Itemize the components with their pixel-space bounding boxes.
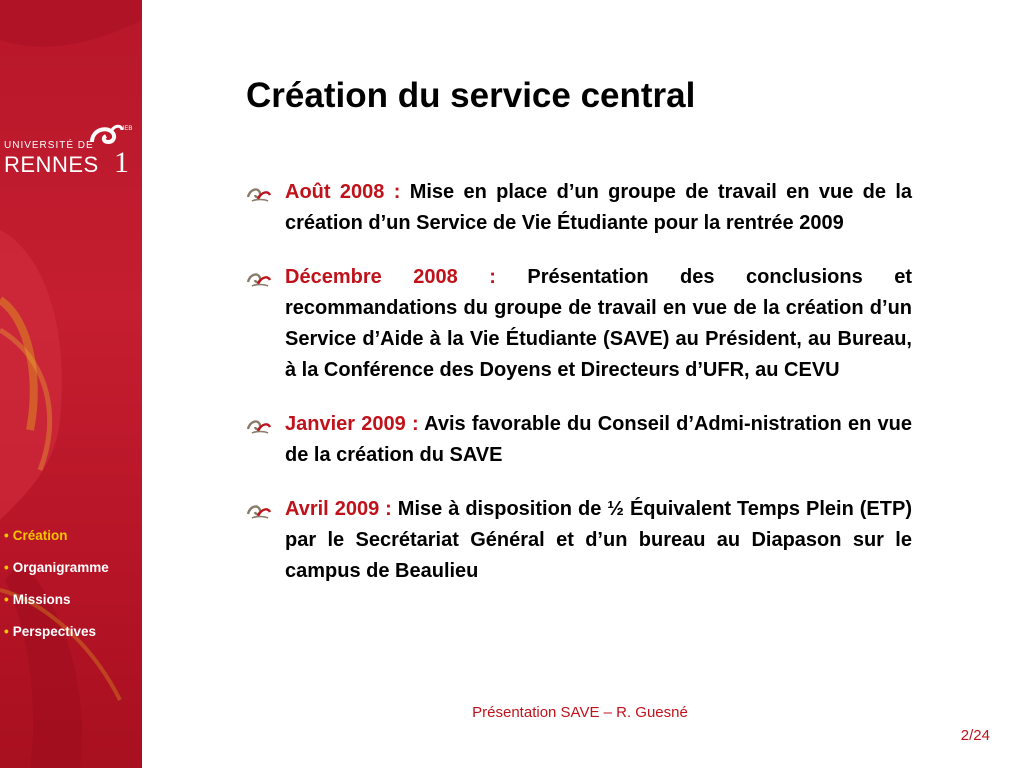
timeline-item <box>246 177 912 239</box>
item-text: Présentation des conclusions et recommandations du groupe de travail en vue de la création d’un Service d’Aide à la Vie Étudiante (SAVE) au Président, au Bureau, à la Conférence des Doyens et Directeurs d’UFR, au CEVU <box>285 266 912 381</box>
swirl-bullet-icon <box>246 415 272 435</box>
item-date: Août 2008 : <box>285 181 401 203</box>
timeline-item <box>246 409 912 471</box>
logo-university-text: UNIVERSITÉ DE <box>4 140 94 151</box>
swirl-bullet-icon <box>246 183 272 203</box>
nav-bullet-icon: • <box>4 528 9 543</box>
item-text: Mise en place d’un groupe de travail en vue de la création d’un Service de Vie Étudiante pour la rentrée 2009 <box>285 181 912 234</box>
timeline-item <box>246 494 912 587</box>
sidebar-nav <box>4 527 142 655</box>
nav-item-label: Création <box>12 528 68 543</box>
nav-item-missions[interactable] <box>4 591 142 623</box>
item-date: Janvier 2009 : <box>285 413 419 435</box>
logo-tag: UEB <box>120 126 133 132</box>
nav-bullet-icon: • <box>4 592 9 607</box>
item-text: Mise à disposition de ½ Équivalent Temps Plein (ETP) par le Secrétariat Général et d’un bureau au Diapason sur le campus de Beaulieu <box>285 498 912 582</box>
page-number: 2/24 <box>960 727 990 744</box>
item-text: Avis favorable du Conseil d’Admi-nistration en vue de la création du SAVE <box>285 413 912 466</box>
sidebar <box>0 0 142 768</box>
nav-item-organigramme[interactable] <box>4 559 142 591</box>
university-logo <box>2 110 142 180</box>
nav-item-label: Perspectives <box>12 624 97 639</box>
nav-item-perspectives[interactable] <box>4 623 142 655</box>
nav-item-creation[interactable] <box>4 527 142 559</box>
nav-bullet-icon: • <box>4 560 9 575</box>
nav-item-label: Missions <box>12 592 71 607</box>
logo-numeral: 1 <box>114 146 129 179</box>
nav-item-label: Organigramme <box>12 560 109 575</box>
swirl-bullet-icon <box>246 500 272 520</box>
footer-caption: Présentation SAVE – R. Guesné <box>472 704 688 721</box>
slide-title: Création du service central <box>246 76 696 115</box>
logo-city-text: RENNES <box>4 152 99 177</box>
item-date: Avril 2009 : <box>285 498 392 520</box>
swirl-bullet-icon <box>246 268 272 288</box>
slide-content <box>246 177 912 610</box>
nav-bullet-icon: • <box>4 624 9 639</box>
item-date: Décembre 2008 : <box>285 266 496 288</box>
timeline-item <box>246 262 912 386</box>
